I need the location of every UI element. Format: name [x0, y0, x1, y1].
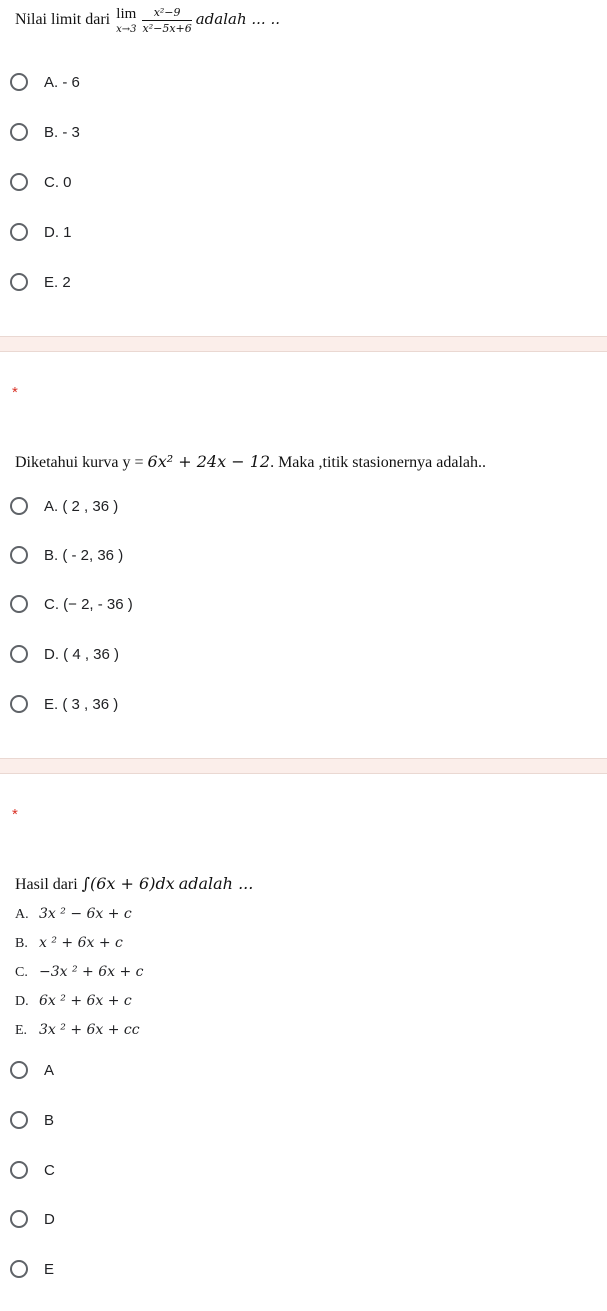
q1-option-e[interactable]: E. 2	[8, 264, 568, 300]
radio-icon[interactable]	[10, 595, 28, 613]
q3-choice-e: E. 3x ² + 6x + cc	[15, 1022, 140, 1038]
section-divider	[0, 336, 607, 352]
radio-icon[interactable]	[10, 645, 28, 663]
q3-option-d[interactable]: D	[8, 1201, 568, 1237]
q3-option-a[interactable]: A	[8, 1052, 568, 1088]
required-asterisk: *	[12, 384, 18, 401]
radio-icon[interactable]	[10, 1210, 28, 1228]
section-divider	[0, 758, 607, 774]
radio-icon[interactable]	[10, 1260, 28, 1278]
q2-option-b[interactable]: B. ( - 2, 36 )	[8, 537, 568, 573]
q1-option-a[interactable]: A. - 6	[8, 64, 568, 100]
q3-choice-a: A. 3x ² − 6x + c	[15, 906, 132, 922]
q2-option-a[interactable]: A. ( 2 , 36 )	[8, 488, 568, 524]
q1-option-b[interactable]: B. - 3	[8, 114, 568, 150]
q2-option-e[interactable]: E. ( 3 , 36 )	[8, 686, 568, 722]
q3-option-c[interactable]: C	[8, 1152, 568, 1188]
radio-icon[interactable]	[10, 73, 28, 91]
q3-choice-d: D. 6x ² + 6x + c	[15, 993, 132, 1009]
radio-icon[interactable]	[10, 546, 28, 564]
question-2-text: Diketahui kurva y = 6x² + 24x − 12. Maka ,titik stasionernya adalah..	[15, 452, 486, 471]
radio-icon[interactable]	[10, 123, 28, 141]
q3-option-b[interactable]: B	[8, 1102, 568, 1138]
q1-option-d[interactable]: D. 1	[8, 214, 568, 250]
limit-fraction: $\frac{\text{x²−9}}{\text{x²−5x+6}}$	[142, 6, 192, 35]
required-asterisk: *	[12, 806, 18, 823]
radio-icon[interactable]	[10, 223, 28, 241]
q2-option-d[interactable]: D. ( 4 , 36 )	[8, 636, 568, 672]
radio-icon[interactable]	[10, 1111, 28, 1129]
q1-prefix: Nilai limit dari	[15, 11, 111, 29]
q1-suffix: adalah ... ..	[195, 10, 280, 29]
radio-icon[interactable]	[10, 1061, 28, 1079]
radio-icon[interactable]	[10, 273, 28, 291]
q3-option-e[interactable]: E	[8, 1251, 568, 1287]
limit-operator: lim x→3	[116, 6, 137, 35]
q3-choice-c: C. −3x ² + 6x + c	[15, 964, 144, 980]
q2-expression: 6x² + 24x − 12	[147, 452, 271, 471]
q2-option-c[interactable]: C. (− 2, - 36 )	[8, 586, 568, 622]
radio-icon[interactable]	[10, 1161, 28, 1179]
q1-option-c[interactable]: C. 0	[8, 164, 568, 200]
question-3-text: Hasil dari ∫(6x + 6)dx adalah ...	[15, 874, 254, 893]
radio-icon[interactable]	[10, 173, 28, 191]
radio-icon[interactable]	[10, 695, 28, 713]
q3-choice-b: B. x ² + 6x + c	[15, 935, 123, 951]
q3-expression: ∫(6x + 6)dx	[81, 874, 175, 893]
radio-icon[interactable]	[10, 497, 28, 515]
question-1-text	[15, 6, 280, 35]
